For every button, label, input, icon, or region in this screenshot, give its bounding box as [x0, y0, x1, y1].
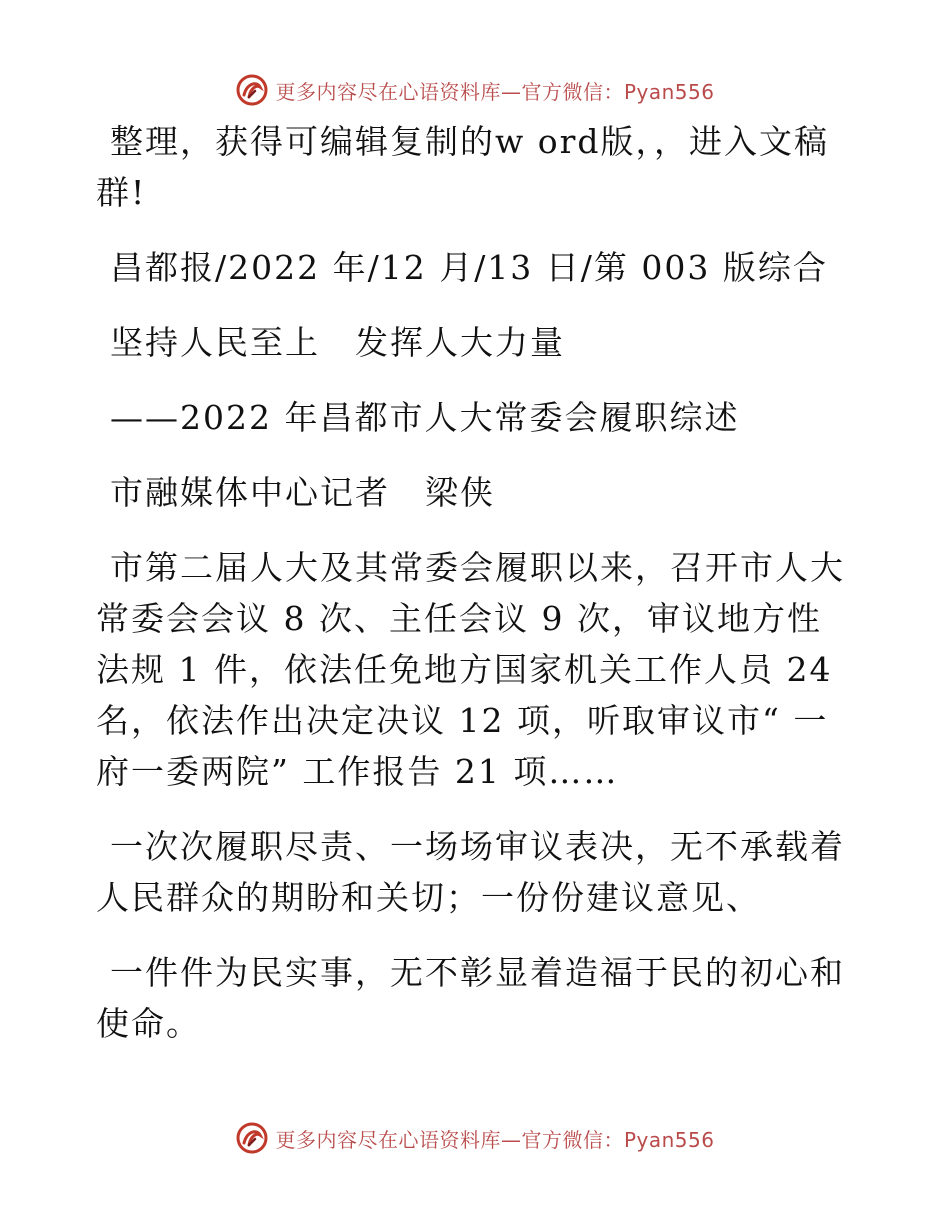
- body-paragraph: 一次次履职尽责、一场场审议表决，无不承载着人民群众的期盼和关切；一份份建议意见、: [96, 827, 845, 917]
- logo-icon: [235, 1121, 269, 1155]
- banner-text: 更多内容尽在心语资料库—官方微信：Pyan556: [275, 79, 715, 104]
- source-line: 昌都报/2022 年/12 月/13 日/第 003 版综合: [110, 248, 828, 287]
- intro-paragraph: 整理，获得可编辑复制的w ord版，，进入文稿群!: [96, 122, 830, 212]
- body-paragraph: 市第二届人大及其常委会履职以来，召开市人大常委会会议 8 次、主任会议 9 次，审议地方性法规 1 件，依法任免地方国家机关工作人员 24 名，依法作出决定决议 12 项，听取审议市“ 一府一委两院” 工作报告 21 项……: [96, 548, 845, 791]
- author-line: 市融媒体中心记者 梁侠: [110, 473, 495, 512]
- article-subtitle: ——2022 年昌都市人大常委会履职综述: [110, 398, 740, 437]
- document-body: [96, 116, 856, 1073]
- banner-text: 更多内容尽在心语资料库—官方微信：Pyan556: [275, 1127, 715, 1152]
- header-watermark-banner: [0, 70, 950, 110]
- logo-icon: [235, 73, 269, 107]
- article-title: 坚持人民至上 发挥人大力量: [110, 323, 565, 362]
- body-paragraph: 一件件为民实事，无不彰显着造福于民的初心和使命。: [96, 953, 845, 1043]
- footer-watermark-banner: [0, 1118, 950, 1158]
